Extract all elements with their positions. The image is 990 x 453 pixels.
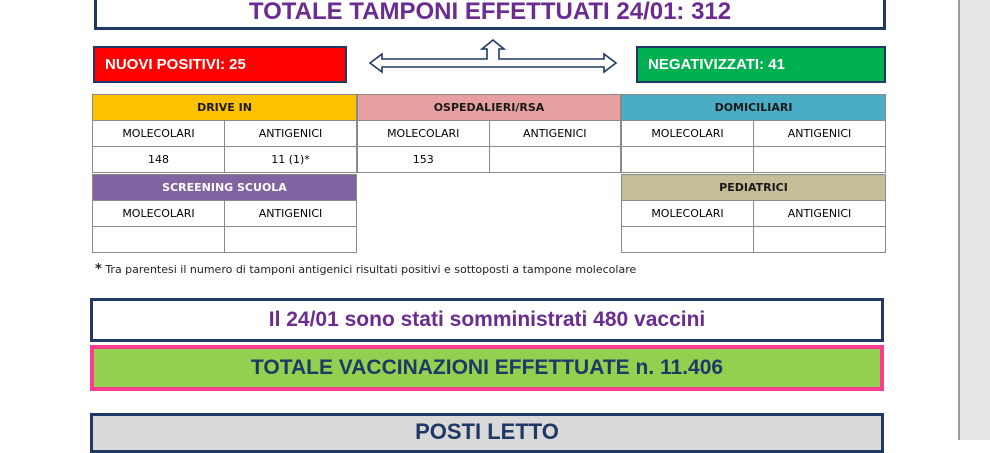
ospedalieri-molecolari-label: MOLECOLARI bbox=[358, 121, 490, 147]
posti-letto-banner: POSTI LETTO bbox=[90, 413, 884, 453]
page-edge bbox=[958, 0, 960, 440]
domiciliari-header: DOMICILIARI bbox=[622, 95, 886, 121]
pediatrici-antigenici-value bbox=[754, 227, 886, 253]
domiciliari-table bbox=[621, 94, 886, 173]
drive-in-table bbox=[92, 94, 357, 173]
ospedalieri-header: OSPEDALIERI/RSA bbox=[358, 95, 621, 121]
total-vaccinations-banner: TOTALE VACCINAZIONI EFFETTUATE n. 11.406 bbox=[90, 345, 884, 391]
pediatrici-molecolari-label: MOLECOLARI bbox=[622, 201, 754, 227]
drive-in-antigenici-value: 11 (1)* bbox=[225, 147, 357, 173]
domiciliari-molecolari-value bbox=[622, 147, 754, 173]
drive-in-header: DRIVE IN bbox=[93, 95, 357, 121]
screening-antigenici-label: ANTIGENICI bbox=[225, 201, 357, 227]
domiciliari-antigenici-value bbox=[754, 147, 886, 173]
ospedalieri-molecolari-value: 153 bbox=[358, 147, 490, 173]
pediatrici-molecolari-value bbox=[622, 227, 754, 253]
screening-molecolari-label: MOLECOLARI bbox=[93, 201, 225, 227]
drive-in-molecolari-value: 148 bbox=[93, 147, 225, 173]
total-swabs-banner: TOTALE TAMPONI EFFETTUATI 24/01: 312 bbox=[94, 0, 886, 30]
drive-in-molecolari-label: MOLECOLARI bbox=[93, 121, 225, 147]
pediatrici-antigenici-label: ANTIGENICI bbox=[754, 201, 886, 227]
negatives-box: NEGATIVIZZATI: 41 bbox=[636, 46, 886, 83]
ospedalieri-table bbox=[357, 94, 621, 173]
screening-scuola-table bbox=[92, 174, 357, 253]
screening-header: SCREENING SCUOLA bbox=[93, 175, 357, 201]
footnote-text: Tra parentesi il numero di tamponi antigenici risultati positivi e sottoposti a tampone molecolare bbox=[105, 263, 637, 276]
drive-in-antigenici-label: ANTIGENICI bbox=[225, 121, 357, 147]
daily-vaccines-banner: Il 24/01 sono stati somministrati 480 vaccini bbox=[90, 298, 884, 342]
footnote-star: * bbox=[95, 262, 102, 277]
domiciliari-molecolari-label: MOLECOLARI bbox=[622, 121, 754, 147]
pediatrici-table bbox=[621, 174, 886, 253]
screening-antigenici-value bbox=[225, 227, 357, 253]
footnote bbox=[95, 262, 636, 277]
ospedalieri-antigenici-value bbox=[489, 147, 621, 173]
screening-molecolari-value bbox=[93, 227, 225, 253]
ospedalieri-antigenici-label: ANTIGENICI bbox=[489, 121, 621, 147]
new-positives-box: NUOVI POSITIVI: 25 bbox=[93, 46, 347, 83]
viewer-margin bbox=[960, 0, 990, 440]
double-arrow-icon bbox=[368, 38, 618, 82]
domiciliari-antigenici-label: ANTIGENICI bbox=[754, 121, 886, 147]
pediatrici-header: PEDIATRICI bbox=[622, 175, 886, 201]
